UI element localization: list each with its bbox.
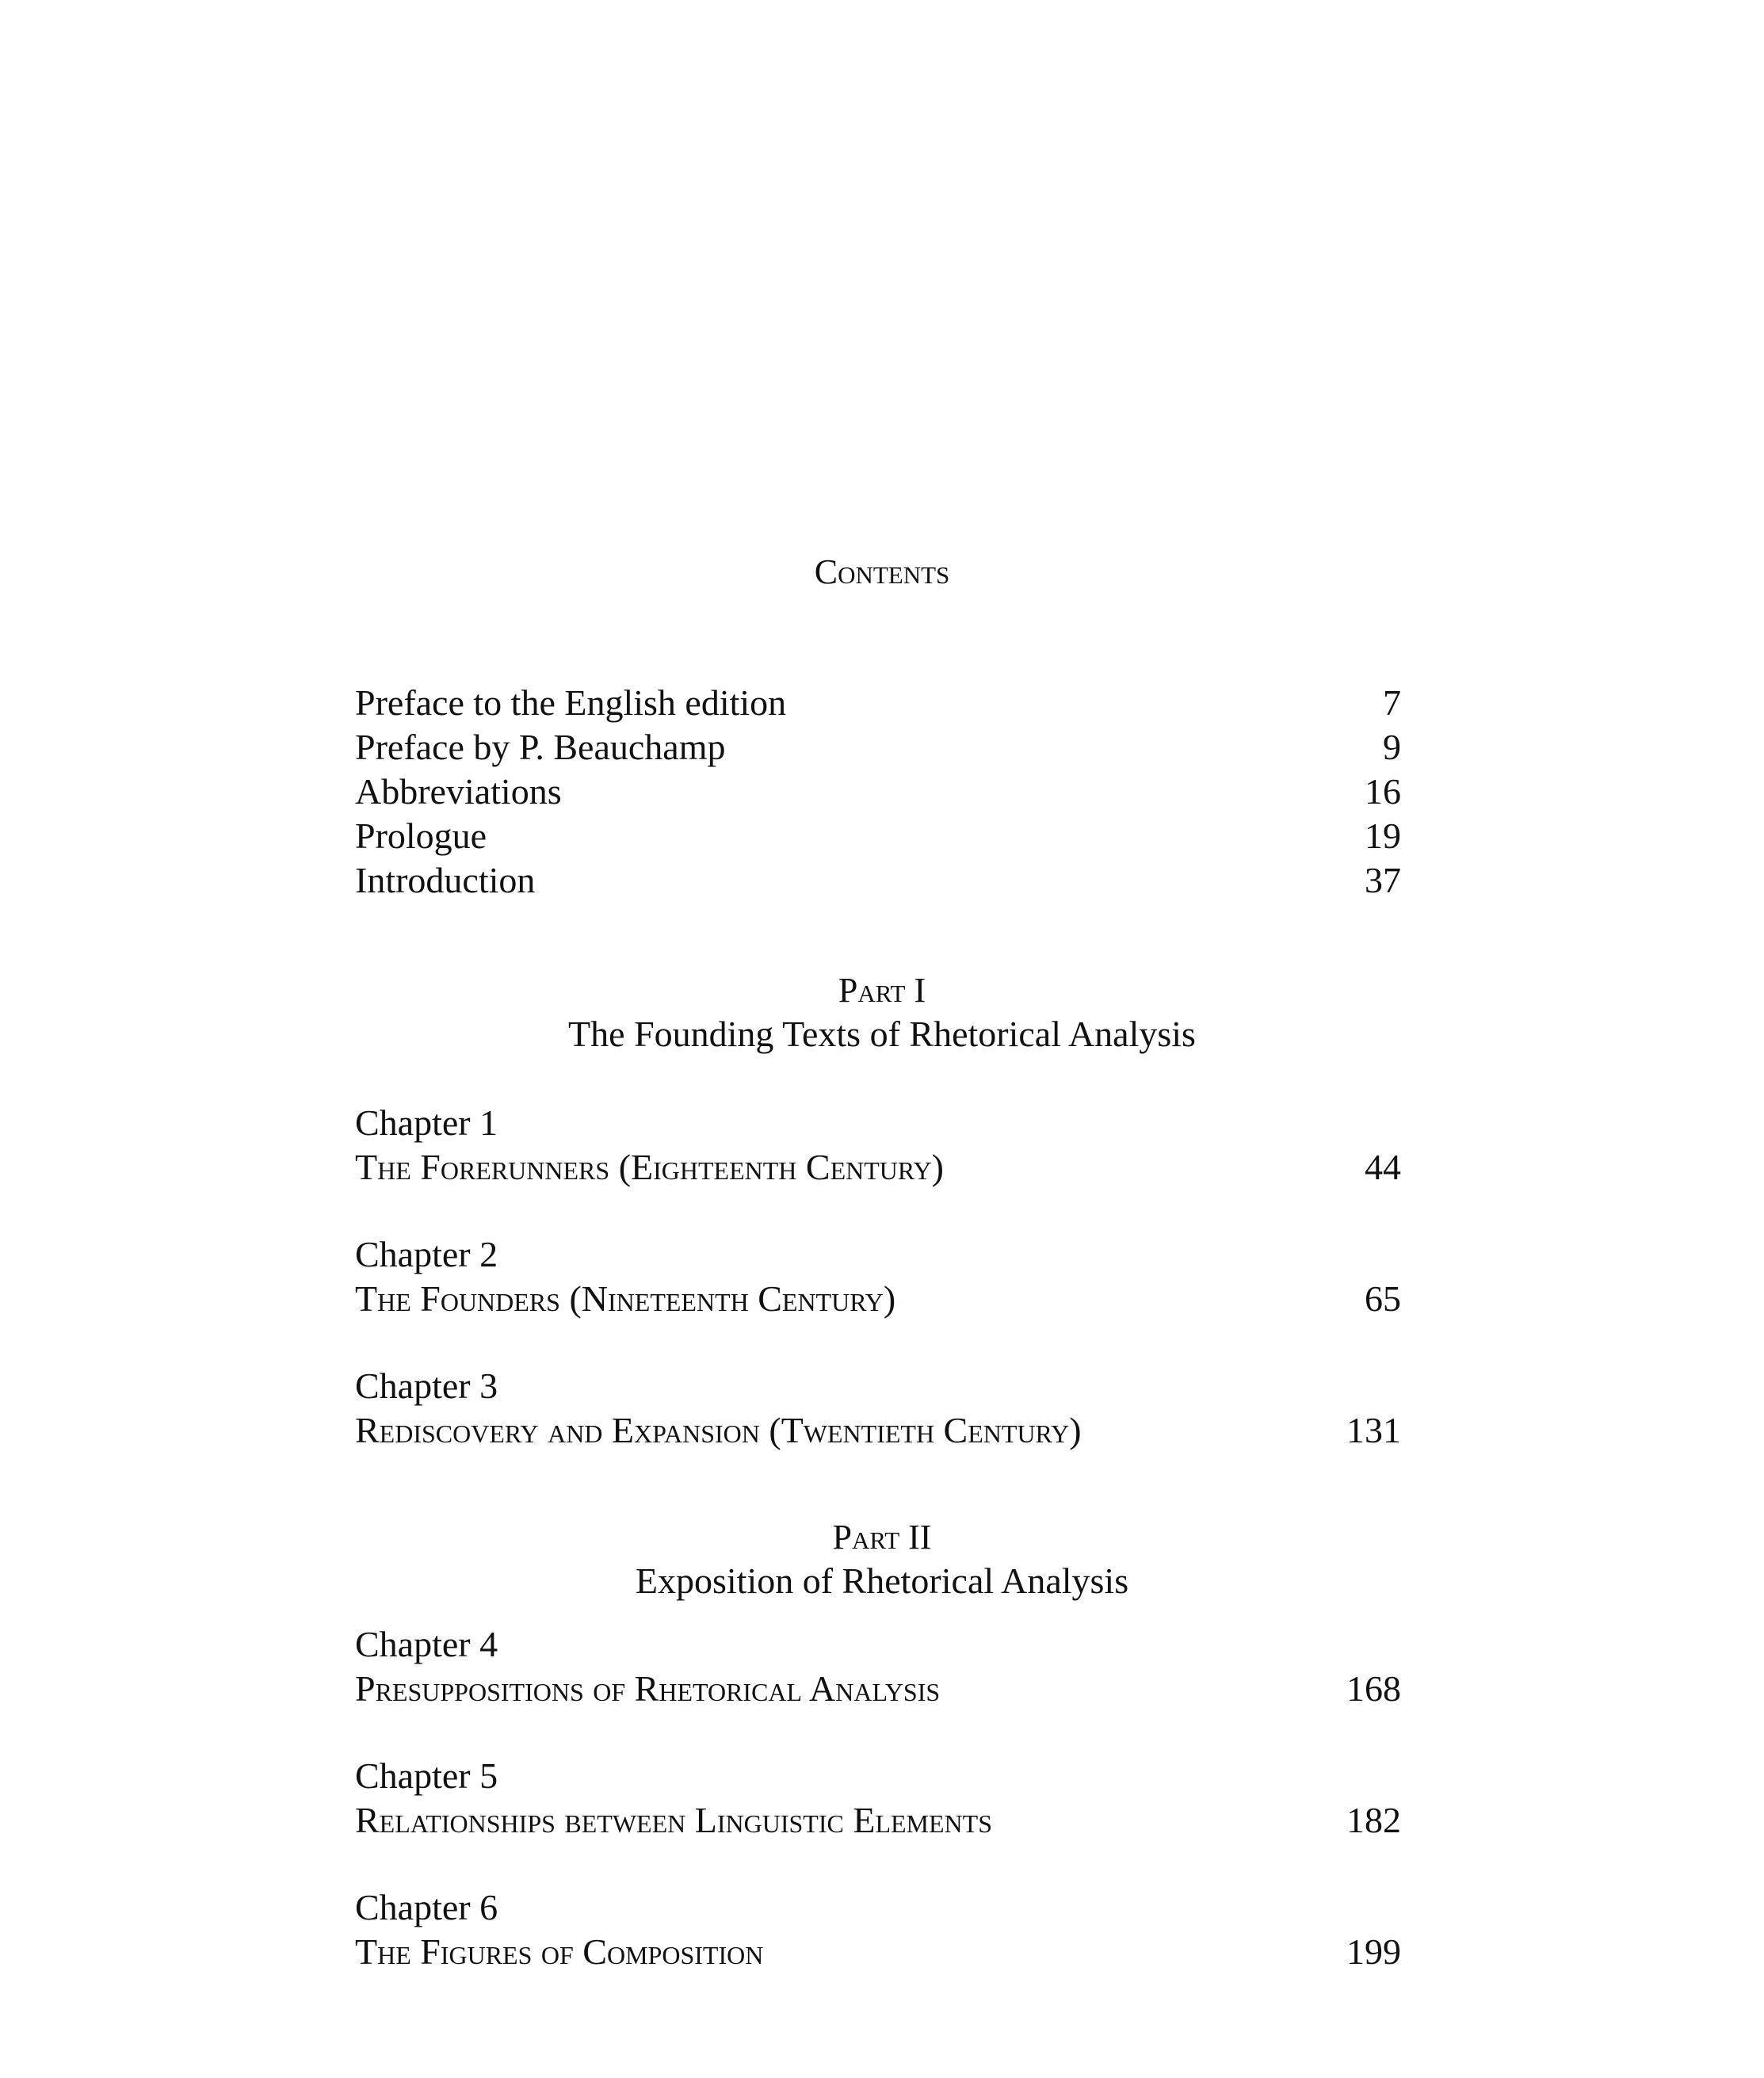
chapter-5-label: Chapter 5 bbox=[355, 1755, 498, 1796]
entry-page: 7 bbox=[1383, 682, 1401, 723]
chapter-title: The Figures of Composition bbox=[355, 1931, 764, 1972]
chapter-title: The Forerunners (Eighteenth Century) bbox=[355, 1147, 944, 1187]
entry-page: 182 bbox=[1346, 1800, 1401, 1840]
entry-page: 44 bbox=[1365, 1147, 1401, 1187]
entry-page: 16 bbox=[1365, 771, 1401, 812]
entry-title: Preface by P. Beauchamp bbox=[355, 727, 726, 767]
chapter-3-label: Chapter 3 bbox=[355, 1366, 498, 1406]
entry-title: Abbreviations bbox=[355, 771, 562, 812]
chapter-1-label: Chapter 1 bbox=[355, 1102, 498, 1143]
entry-title: Prologue bbox=[355, 816, 487, 856]
contents-heading: Contents bbox=[814, 552, 950, 591]
entry-page: 199 bbox=[1346, 1931, 1401, 1972]
part-2-title: Exposition of Rhetorical Analysis bbox=[635, 1560, 1129, 1601]
entry-page: 37 bbox=[1365, 860, 1401, 900]
chapter-6-label: Chapter 6 bbox=[355, 1887, 498, 1927]
chapter-title: Presuppositions of Rhetorical Analysis bbox=[355, 1668, 941, 1709]
chapter-2-label: Chapter 2 bbox=[355, 1234, 498, 1274]
chapter-title: Rediscovery and Expansion (Twentieth Century) bbox=[355, 1410, 1082, 1450]
part-2-label: Part II bbox=[832, 1518, 932, 1557]
entry-title: Preface to the English edition bbox=[355, 682, 787, 723]
part-1-label: Part I bbox=[838, 971, 926, 1010]
entry-page: 65 bbox=[1365, 1278, 1401, 1319]
entry-page: 168 bbox=[1346, 1668, 1401, 1709]
entry-page: 19 bbox=[1365, 816, 1401, 856]
chapter-title: Relationships between Linguistic Elements bbox=[355, 1800, 992, 1840]
chapter-4-label: Chapter 4 bbox=[355, 1624, 498, 1664]
entry-page: 131 bbox=[1346, 1410, 1401, 1450]
chapter-title: The Founders (Nineteenth Century) bbox=[355, 1278, 896, 1319]
part-1-title: The Founding Texts of Rhetorical Analysis bbox=[568, 1014, 1196, 1054]
entry-title: Introduction bbox=[355, 860, 536, 900]
entry-page: 9 bbox=[1383, 727, 1401, 767]
